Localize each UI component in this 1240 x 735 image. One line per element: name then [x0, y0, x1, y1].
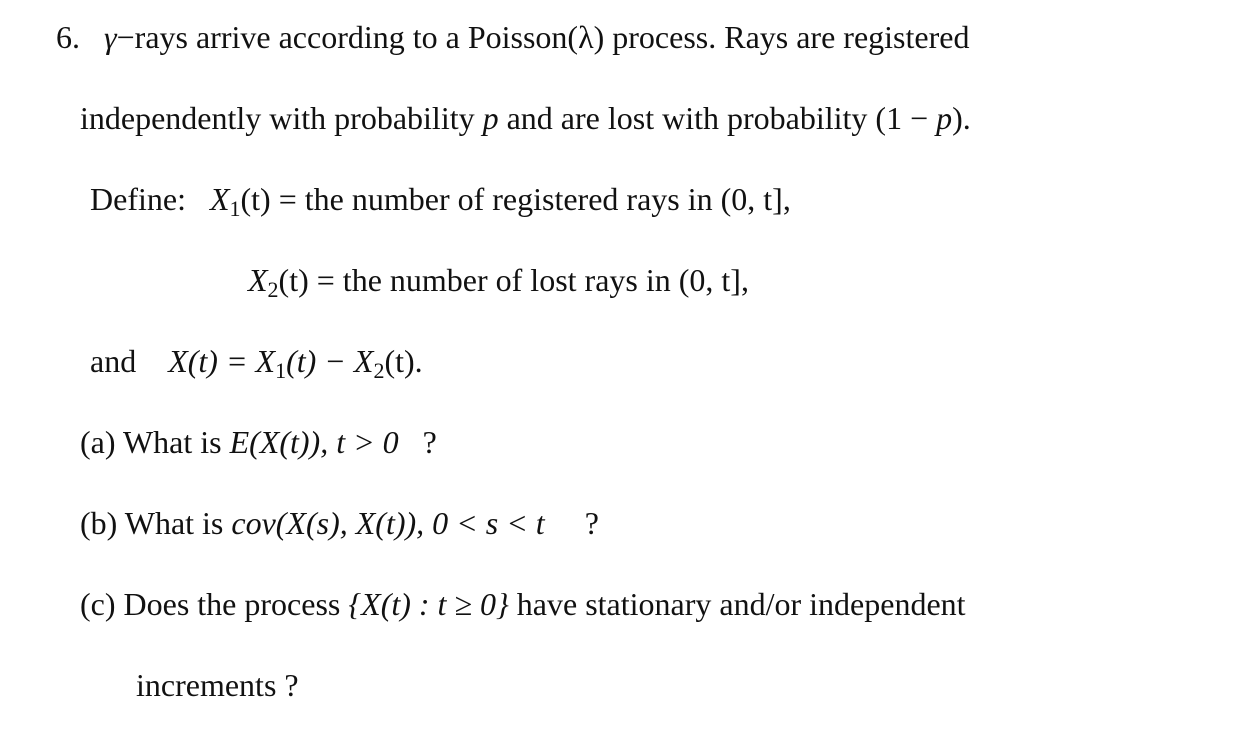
x2-definition-text: (t) = the number of lost rays in (0, t], — [278, 262, 749, 298]
question-b-math: cov(X(s), X(t)), 0 < s < t — [231, 505, 545, 541]
problem-number: 6. — [56, 19, 80, 55]
statement-text: −rays arrive according to a Poisson(λ) process. Rays are registered — [116, 19, 970, 55]
gamma-symbol: γ — [104, 19, 117, 55]
define-label: Define: — [90, 181, 186, 217]
statement-text: ). — [952, 100, 971, 136]
x-def-subscript-1: 1 — [275, 358, 287, 383]
x1-definition-text: (t) = the number of registered rays in (0, t], — [240, 181, 791, 217]
x-definition-end: (t). — [384, 343, 423, 379]
problem-statement-line-1 — [56, 17, 969, 57]
question-c-continuation-text: increments ? — [136, 667, 299, 703]
question-c-label: (c) Does the process — [80, 586, 349, 622]
question-mark: ? — [584, 505, 599, 541]
x-definition-lhs: X(t) = X — [168, 343, 276, 379]
question-a-label: (a) What is — [80, 424, 230, 460]
x-def-subscript-2: 2 — [373, 358, 385, 383]
question-mark: ? — [422, 424, 437, 460]
definition-x — [90, 341, 423, 381]
question-c-text: have stationary and/or independent — [508, 586, 966, 622]
question-c — [80, 584, 966, 624]
problem-statement-line-2 — [80, 98, 971, 138]
x-definition-mid: (t) − X — [286, 343, 374, 379]
question-c-math: {X(t) : t ≥ 0} — [348, 586, 509, 622]
and-label: and — [90, 343, 137, 379]
probability-p: p — [482, 100, 499, 136]
definition-x2 — [248, 260, 749, 300]
statement-text: independently with probability — [80, 100, 483, 136]
probability-p: p — [936, 100, 953, 136]
question-c-continuation — [136, 665, 299, 705]
x2-variable: X — [248, 262, 268, 298]
statement-text: and are lost with probability (1 − — [498, 100, 937, 136]
question-a — [80, 422, 437, 462]
definition-x1 — [90, 179, 791, 219]
question-b — [80, 503, 599, 543]
question-b-label: (b) What is — [80, 505, 232, 541]
x1-variable: X — [209, 181, 230, 217]
question-a-math: E(X(t)), t > 0 — [229, 424, 399, 460]
x1-subscript: 1 — [229, 196, 241, 221]
x2-subscript: 2 — [267, 277, 279, 302]
